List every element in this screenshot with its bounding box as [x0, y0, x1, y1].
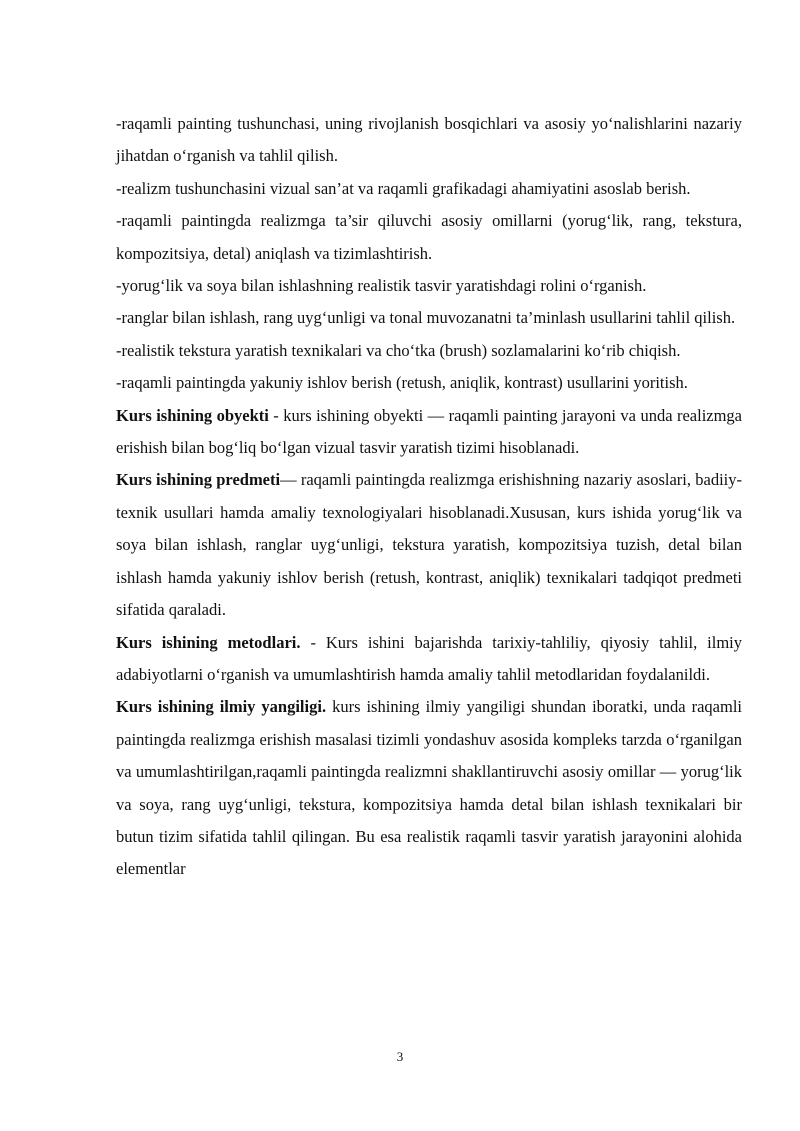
goal-item-2: -realizm tushunchasini vizual san’at va raqamli grafikadagi ahamiyatini asoslab berish.	[116, 178, 691, 198]
goal-item-7: -raqamli paintingda yakuniy ishlov berish (retush, aniqlik, kontrast) usullarini yoritish.	[116, 373, 688, 393]
subject-text: — raqamli paintingda realizmga erishishning nazariy asoslari, badiiy-texnik usullari hamda amaliy texnologiyalari hisoblanadi.Xususan, kurs ishida yorug‘lik va soya bilan ishlash, ranglar uyg‘unligi, tekstura yaratish, kompozitsiya tuzish, detal bilan ishlash hamda yakuniy ishlov berish (retush, kontrast, aniqlik) texnikalari tadqiqot predmeti sifatida qaraladi.	[116, 470, 743, 620]
page-number: 3	[396, 1049, 404, 1064]
goal-item-4: -yorug‘lik va soya bilan ishlashning realistik tasvir yaratishdagi rolini o‘rganish.	[116, 276, 647, 296]
subject-paragraph	[116, 464, 742, 626]
object-heading: Kurs ishining obyekti	[116, 405, 269, 425]
methods-heading: Kurs ishining metodlari.	[116, 632, 301, 652]
methods-text: - Kurs ishini bajarishda tarixiy-tahliliy, qiyosiy tahlil, ilmiy adabiyotlarni o‘rganish va umumlashtirish hamda amaliy tahlil metodlaridan foydalanildi.	[116, 632, 742, 684]
object-text: - kurs ishining obyekti — raqamli painting jarayoni va unda realizmga erishish bilan bog‘liq bo‘lgan vizual tasvir yaratish tizimi hisoblanadi.	[116, 405, 743, 458]
goal-item-1: -raqamli painting tushunchasi, uning rivojlanish bosqichlari va asosiy yo‘nalishlarini nazariy jihatdan o‘rganish va tahlil qilish.	[116, 114, 742, 166]
methods-paragraph	[116, 627, 742, 692]
goal-item-3: -raqamli paintingda realizmga ta’sir qiluvchi asosiy omillarni (yorug‘lik, rang, tekstura, kompozitsiya, detal) aniqlash va tizimlashtirish.	[116, 211, 742, 263]
object-paragraph	[116, 400, 742, 465]
goal-item-6: -realistik tekstura yaratish texnikalari va cho‘tka (brush) sozlamalarini ko‘rib chiqish.	[116, 340, 681, 360]
page-body	[116, 108, 742, 886]
novelty-paragraph	[116, 691, 742, 885]
novelty-heading: Kurs ishining ilmiy yangiligi.	[116, 697, 327, 717]
subject-heading: Kurs ishining predmeti	[116, 470, 281, 490]
goal-item-5: -ranglar bilan ishlash, rang uyg‘unligi va tonal muvozanatni ta’minlash usullarini tahlil qilish.	[116, 308, 736, 328]
novelty-text: kurs ishining ilmiy yangiligi shundan iboratki, unda raqamli paintingda realizmga erishish masalasi tizimli yondashuv asosida kompleks tarzda o‘rganilgan va umumlashtirilgan,raqamli paintingda realizmni shakllantiruvchi asosiy omillar — yorug‘lik va soya, rang uyg‘unligi, tekstura, kompozitsiya hamda detal bilan ishlash texnikalari bir butun tizim sifatida tahlil qilingan. Bu esa realistik raqamli tasvir yaratish jarayonini alohida elementlar	[116, 697, 742, 879]
